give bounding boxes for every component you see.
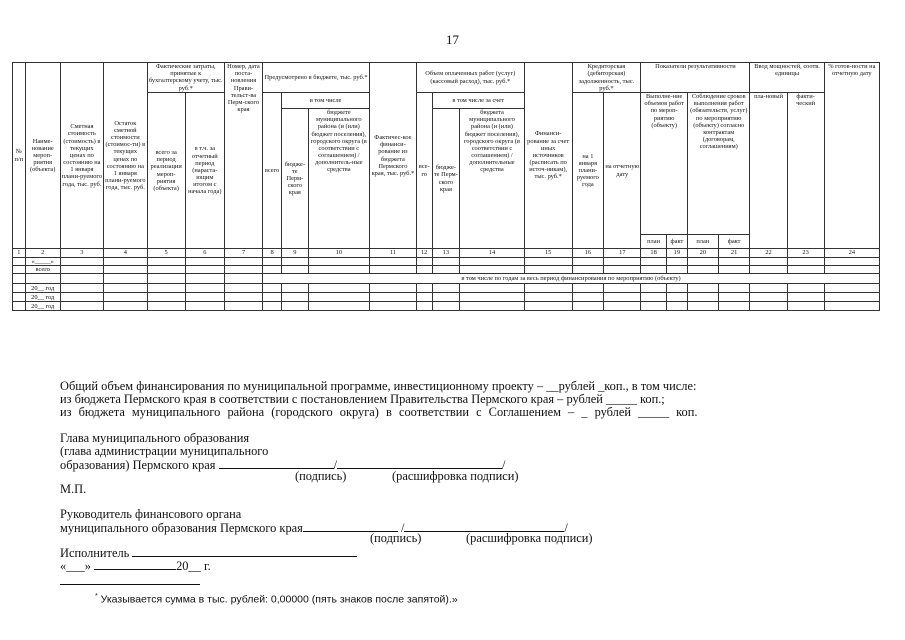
ispoln-line xyxy=(60,546,357,560)
header-terms-plan: план xyxy=(687,235,718,249)
head-line-3-text: образования) Пермского края xyxy=(60,458,216,472)
header-name: Наиме-нование мероп-риятия (объекта) xyxy=(25,63,60,249)
footnote-mark: * xyxy=(95,593,98,600)
header-paid-mun: бюджета муниципального района (и (или) бюджет поселения), городского округа (в соответствии с соглашением) / дополнительные средства xyxy=(460,109,525,249)
header-vse-go: все-го xyxy=(416,93,432,249)
header-volume-plan: план xyxy=(641,235,666,249)
fin-head-line-2-text: муниципального образования Пермского края xyxy=(60,521,303,535)
footnote-text: Указывается сумма в тыс. рублей: 0,00000 (пять знаков после запятой).» xyxy=(97,593,458,606)
year-cell: 20__ год xyxy=(25,302,60,311)
row-quote xyxy=(13,258,880,266)
head-decode-field[interactable] xyxy=(337,458,502,469)
date-quote: «___» xyxy=(60,559,91,573)
years-note-cell: в том числе по годам за весь период финансирования по мероприятию (объекту) xyxy=(263,274,880,284)
column-number: 24 xyxy=(824,249,879,258)
row-years-note xyxy=(13,274,880,284)
header-ready: % готов-ности на отчетную дату xyxy=(824,63,879,249)
header-other: Финанси-рование за счет иных источников (расписать по источ-никам), тыс. руб.* xyxy=(524,63,572,249)
head-decode-label: (расшифровка подписи) xyxy=(392,469,519,483)
year-cell: 20__ год xyxy=(25,293,60,302)
fin-head-line-2: муниципального образования Пермского края / / xyxy=(60,521,568,535)
header-terms: Соблюдение сроков выполнения работ (обязательств, услуг) по мероприятию (объекту) согласно контрактам (договорам, соглашениям) xyxy=(687,93,750,235)
header-result-group: Показатели результативности xyxy=(641,63,750,93)
column-number: 23 xyxy=(787,249,824,258)
column-number: 7 xyxy=(224,249,262,258)
mp-stamp-label: М.П. xyxy=(60,482,87,496)
header-terms-fact: факт xyxy=(718,235,750,249)
column-number: 20 xyxy=(687,249,718,258)
head-signature-field[interactable] xyxy=(219,458,334,469)
header-postanov: Номер, дата поста-новления Прави-тельст-ва Перм-ского края xyxy=(224,63,262,249)
column-number: 5 xyxy=(147,249,185,258)
row-year-3 xyxy=(13,302,880,311)
row-year-2 xyxy=(13,293,880,302)
date-year: 20__ г. xyxy=(176,559,211,573)
column-number: 9 xyxy=(282,249,308,258)
column-number: 12 xyxy=(416,249,432,258)
header-vvod-group: Ввод мощностей, соотв. единицы xyxy=(750,63,824,93)
column-number: 4 xyxy=(104,249,147,258)
header-ostatok: Остаток сметной стоимости (стоимос-ти) в текущих ценах по состоянию на 1 января плани-руемого года, тыс. руб. xyxy=(104,63,147,249)
column-number: 16 xyxy=(572,249,604,258)
date-line xyxy=(60,559,211,573)
year-cell: 20__ год xyxy=(25,284,60,293)
fin-signature-label: (подпись) xyxy=(370,531,422,545)
column-number: 1 xyxy=(13,249,26,258)
column-number: 15 xyxy=(524,249,572,258)
header-budget-mun: бюджете муниципального района (и (или) бюджет поселения), городского округа (в соответствии с соглашением) / дополнитель-ные средства xyxy=(308,109,370,249)
row-year-1 xyxy=(13,284,880,293)
header-credit-report: на отчетную дату xyxy=(604,93,641,249)
column-number: 14 xyxy=(460,249,525,258)
footnote xyxy=(95,593,458,606)
header-paid-group: Объем оплаченных работ (услуг) (кассовый расход), тыс. руб.* xyxy=(416,63,524,93)
column-number: 6 xyxy=(185,249,224,258)
vsego-cell: всего xyxy=(25,266,60,274)
header-budget-group: Предусмотрено в бюджете, тыс. руб.* xyxy=(263,63,370,93)
column-number: 21 xyxy=(718,249,750,258)
column-number: 19 xyxy=(666,249,687,258)
header-plan-vvod: пла-новый xyxy=(750,93,787,249)
header-fact-all: всего за период реализации мероп-риятия (объекта) xyxy=(147,93,185,249)
program-finance-table xyxy=(12,62,880,311)
header-volume-fact: факт xyxy=(666,235,687,249)
column-number: 8 xyxy=(263,249,282,258)
footnote-divider xyxy=(60,584,200,585)
quote-cell: «_____» xyxy=(25,258,60,266)
header-credit-group: Кредиторская (дебиторская) задолженность, тыс. руб.* xyxy=(572,63,641,93)
header-budget-incl: в том числе xyxy=(282,93,370,109)
column-number: 13 xyxy=(432,249,460,258)
column-number: 2 xyxy=(25,249,60,258)
head-signature-label: (подпись) xyxy=(295,469,347,483)
head-line-3: образования) Пермского края / / xyxy=(60,458,506,472)
column-number: 22 xyxy=(750,249,787,258)
header-smeta: Сметная стоимость (стоимость) в текущих ценах по состоянию на 1 января плани-руемого года, тыс. руб. xyxy=(60,63,103,249)
header-vsego: всего xyxy=(263,93,282,249)
header-fact-incl: в т.ч. за отчетный период (нараста-ющим итогом с начала года) xyxy=(185,93,224,249)
column-number: 17 xyxy=(604,249,641,258)
page-number: 17 xyxy=(446,32,459,47)
head-line-2: (глава администрации муниципального xyxy=(60,444,269,458)
column-number: 18 xyxy=(641,249,666,258)
ispoln-label: Исполнитель xyxy=(60,546,130,560)
header-paid-krai: бюдже-те Перм-ского края xyxy=(432,109,460,249)
column-number: 11 xyxy=(370,249,417,258)
header-volume: Выполне-ние объемов работ по мероп-риятию (объекту) xyxy=(641,93,688,235)
date-month-field[interactable] xyxy=(94,559,176,570)
header-budget-krai: бюдже-те Перм-ского края xyxy=(282,109,308,249)
fin-head-line-1: Руководитель финансового органа xyxy=(60,507,242,521)
header-fact-group: Фактические затраты, принятые к бухгалтерскому учету, тыс. руб.* xyxy=(148,63,223,92)
column-number-row xyxy=(13,249,880,258)
header-paid-incl: в том числе за счет xyxy=(432,93,524,109)
fin-decode-label: (расшифровка подписи) xyxy=(466,531,593,545)
header-fact-vvod: факти-ческий xyxy=(787,93,824,249)
header-fact-fin: Фактичес-кое финанси-рование из бюджета Пермского края, тыс. руб.* xyxy=(370,63,417,249)
krai-budget-line: из бюджета Пермского края в соответствии с постановлением Правительства Пермского края – рублей _____ коп.; xyxy=(60,392,665,406)
head-line-1: Глава муниципального образования xyxy=(60,431,250,445)
header-credit-jan: на 1 января плани-руемого года xyxy=(572,93,604,249)
total-financing-line: Общий объем финансирования по муниципальной программе, инвестиционному проекту – __рублей _коп., в том числе: xyxy=(60,379,697,393)
column-number: 3 xyxy=(60,249,103,258)
column-number: 10 xyxy=(308,249,370,258)
row-vsego xyxy=(13,266,880,274)
ispoln-field[interactable] xyxy=(132,546,357,557)
mun-budget-line: из бюджета муниципального района (городского округа) в соответствии с Соглашением – _ рублей _____ коп. xyxy=(60,405,698,419)
header-no: № п/п xyxy=(13,63,26,249)
